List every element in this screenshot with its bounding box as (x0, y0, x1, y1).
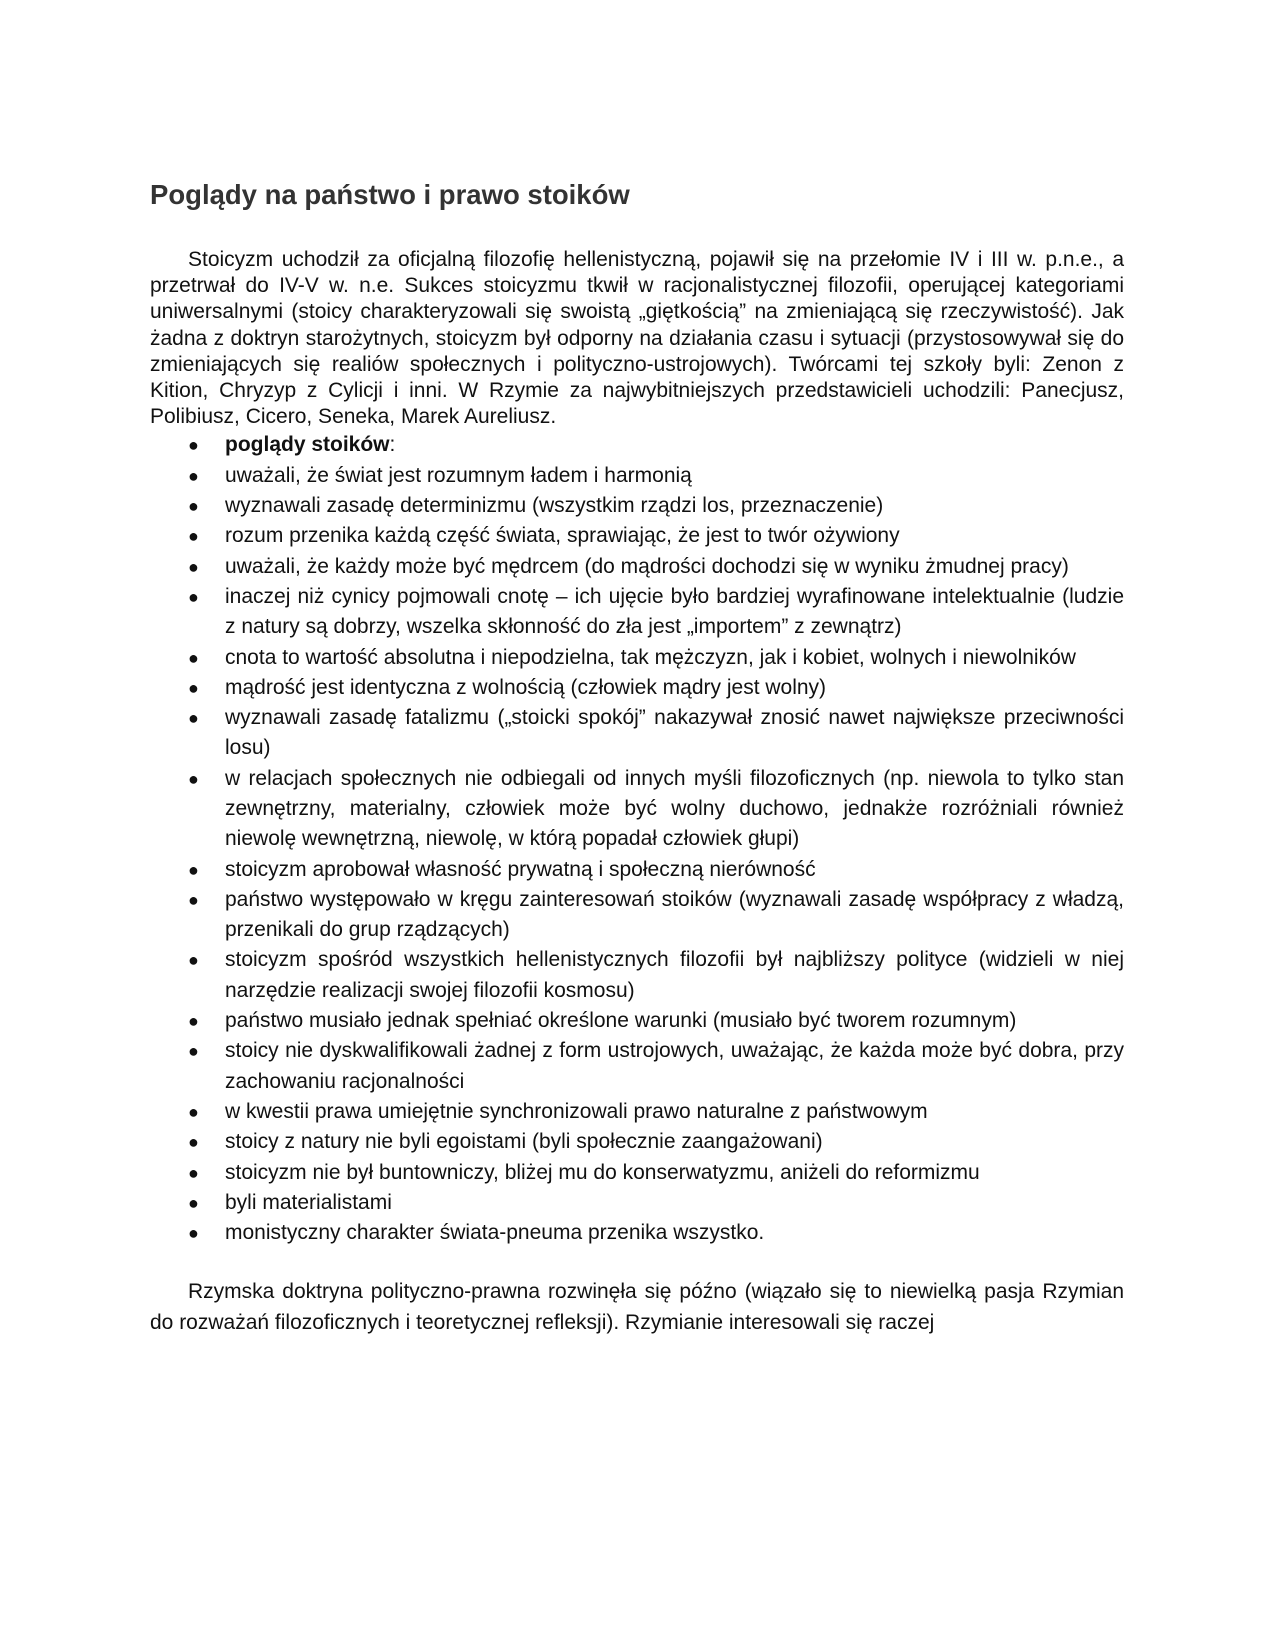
list-item (150, 1218, 1124, 1248)
bullet-icon: ● (188, 647, 199, 668)
list-item (150, 1097, 1124, 1127)
list-item (150, 885, 1124, 946)
list-item (150, 703, 1124, 764)
bullet-icon: ● (188, 677, 199, 698)
section-heading-item (150, 430, 1124, 460)
list-item (150, 1006, 1124, 1036)
page-title: Poglądy na państwo i prawo stoików (150, 179, 630, 210)
list-item-text: uważali, że każdy może być mędrcem (do mądrości dochodzi się w wyniku żmudnej pracy) (225, 554, 1069, 578)
bullet-icon: ● (188, 768, 199, 789)
list-item (150, 1036, 1124, 1097)
bullet-icon: ● (188, 556, 199, 577)
bullet-icon: ● (188, 1223, 199, 1244)
list-item-text: państwo musiało jednak spełniać określone warunki (musiało być tworem rozumnym) (225, 1009, 1017, 1033)
section-heading-label: poglądy stoików (225, 433, 390, 457)
bullet-icon: ● (188, 496, 199, 517)
list-item-text: stoicy z natury nie byli egoistami (byli społecznie zaangażowani) (225, 1130, 823, 1154)
list-item (150, 1188, 1124, 1218)
list-item-text: inaczej niż cynicy pojmowali cnotę – ich ujęcie było bardziej wyrafinowane intelektualnie (ludzie z natury są dobrzy, wszelka skłonność do zła jest „importem” z zewnątrz) (225, 584, 1124, 639)
list-item-text: wyznawali zasadę determinizmu (wszystkim rządzi los, przeznaczenie) (225, 494, 884, 518)
section-heading-suffix: : (389, 433, 396, 457)
bullet-icon: ● (188, 586, 199, 607)
list-item (150, 582, 1124, 643)
list-item (150, 1127, 1124, 1157)
bullet-icon: ● (188, 889, 199, 910)
list-item-text: cnota to wartość absolutna i niepodzielna, tak mężczyzn, jak i kobiet, wolnych i niewolników (225, 645, 1076, 669)
list-item (150, 461, 1124, 491)
list-item (150, 521, 1124, 551)
bullet-icon: ● (188, 1041, 199, 1062)
list-item-text: byli materialistami (225, 1190, 392, 1214)
document-page (150, 178, 1124, 1338)
list-item (150, 491, 1124, 521)
bullet-icon: ● (188, 1101, 199, 1122)
intro-paragraph: Stoicyzm uchodził za oficjalną filozofię hellenistyczną, pojawił się na przełomie IV i III w. p.n.e., a przetrwał do IV-V w. n.e. Sukces stoicyzmu tkwił w racjonalistycznej filozofii, operującej kategoriami uniwersalnymi (stoicy charakteryzowali się swoistą „giętkością” na zmieniającą się rzeczywistość). Jak żadna z doktryn starożytnych, stoicyzm był odporny na działania czasu i sytuacji (przystosowywał się do zmieniających się realiów społecznych i polityczno-ustrojowych). Twórcami tej szkoły byli: Zenon z Kition, Chryzyp z Cylicji i inni. W Rzymie za najwybitniejszych przedstawicieli uchodzili: Panecjusz, Polibiusz, Cicero, Seneka, Marek Aureliusz. (150, 248, 1124, 429)
list-item (150, 855, 1124, 885)
list-item (150, 643, 1124, 673)
list-item (150, 764, 1124, 855)
stoic-views-list (150, 461, 1124, 1249)
bullet-icon: ● (188, 1162, 199, 1183)
list-item-text: wyznawali zasadę fatalizmu („stoicki spokój” nakazywał znosić nawet największe przeciwności losu) (225, 706, 1124, 760)
list-item-text: uważali, że świat jest rozumnym ładem i harmonią (225, 463, 692, 487)
list-item-text: stoicy nie dyskwalifikowali żadnej z form ustrojowych, uważając, że każda może być dobra, przy zachowaniu racjonalności (225, 1039, 1124, 1093)
bullet-icon: ● (188, 1132, 199, 1153)
list-item-text: stoicyzm nie był buntowniczy, bliżej mu do konserwatyzmu, aniżeli do reformizmu (225, 1160, 980, 1184)
bullet-icon: ● (188, 465, 199, 486)
section-heading-list (150, 430, 1124, 460)
list-item (150, 673, 1124, 703)
list-item-text: stoicyzm spośród wszystkich hellenistycznych filozofii był najbliższy polityce (widzieli w niej narzędzie realizacji swojej filozofii kosmosu) (225, 948, 1124, 1002)
bullet-icon: ● (188, 950, 199, 971)
list-item-text: rozum przenika każdą część świata, sprawiając, że jest to twór ożywiony (225, 524, 900, 548)
list-item (150, 552, 1124, 582)
list-item (150, 1158, 1124, 1188)
bullet-icon: ● (188, 859, 199, 880)
outro-paragraph: Rzymska doktryna polityczno-prawna rozwinęła się późno (wiązało się to niewielką pasja Rzymian do rozważań filozoficznych i teoretycznej refleksji). Rzymianie interesowali się raczej (150, 1280, 1124, 1334)
list-item-text: w relacjach społecznych nie odbiegali od innych myśli filozoficznych (np. niewola to tylko stan zewnętrzny, materialny, człowiek może być wolny duchowo, jednakże rozróżniali również niewolę wewnętrzną, niewolę, w którą popadał człowiek głupi) (225, 766, 1124, 851)
list-item-text: w kwestii prawa umiejętnie synchronizowali prawo naturalne z państwowym (225, 1099, 928, 1123)
bullet-icon: ● (188, 708, 199, 729)
list-item-text: mądrość jest identyczna z wolnością (człowiek mądry jest wolny) (225, 675, 827, 699)
list-item-text: stoicyzm aprobował własność prywatną i społeczną nierówność (225, 857, 816, 881)
bullet-icon: ● (188, 435, 199, 456)
bullet-icon: ● (188, 526, 199, 547)
bullet-icon: ● (188, 1192, 199, 1213)
list-item (150, 945, 1124, 1006)
list-item-text: państwo występowało w kręgu zainteresowań stoików (wyznawali zasadę współpracy z władzą, przenikali do grup rządzących) (225, 887, 1124, 942)
bullet-icon: ● (188, 1011, 199, 1032)
list-item-text: monistyczny charakter świata-pneuma przenika wszystko. (225, 1221, 765, 1245)
